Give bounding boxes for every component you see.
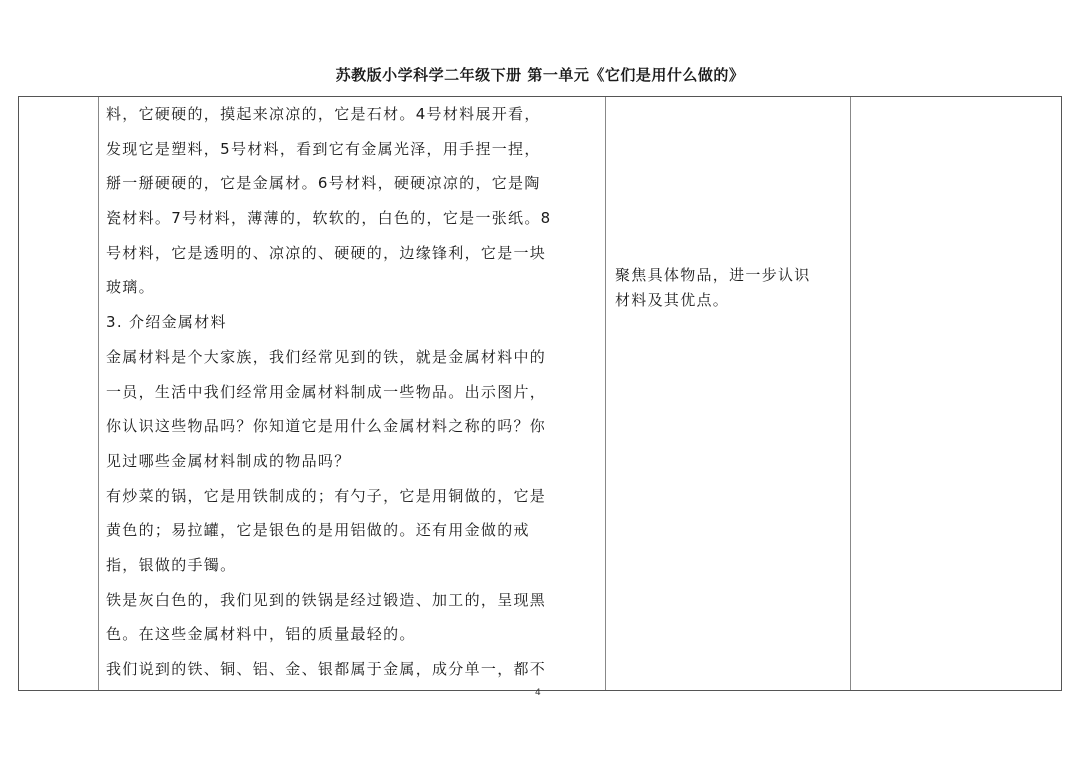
text-line: 号材料，它是透明的、凉凉的、硬硬的，边缘锋利，它是一块 [106,243,547,262]
text-line: 掰一掰硬硬的，它是金属材。6号材料，硬硬凉凉的，它是陶 [106,174,541,193]
design-intent-line: 聚焦具体物品，进一步认识 [615,266,811,284]
page-number: 4 [535,688,541,698]
text-line: 金属材料是个大家族，我们经常见到的铁，就是金属材料中的 [106,347,547,366]
table-column-teaching-process [99,97,606,690]
design-intent-line: 材料及其优点。 [615,291,730,309]
text-line: 指，银做的手镯。 [106,555,237,574]
text-line: 色。在这些金属材料中，铝的质量最轻的。 [106,625,416,644]
page-header-title: 苏教版小学科学二年级下册 第一单元《它们是用什么做的》 [335,66,745,84]
text-line: 3. 介绍金属材料 [106,313,227,332]
text-line: 料，它硬硬的，摸起来凉凉的，它是石材。4号材料展开看， [106,105,541,123]
text-line: 铁是灰白色的，我们见到的铁锅是经过锻造、加工的，呈现黑 [106,590,547,609]
text-line: 有炒菜的锅，它是用铁制成的；有勺子，它是用铜做的，它是 [106,486,547,505]
text-line: 发现它是塑料，5号材料，看到它有金属光泽，用手捏一捏， [106,139,541,158]
text-line: 我们说到的铁、铜、铝、金、银都属于金属，成分单一，都不 [106,660,547,678]
text-line: 见过哪些金属材料制成的物品吗？ [106,451,351,470]
text-line: 黄色的；易拉罐，它是银色的是用铝做的。还有用金做的戒 [106,521,530,540]
table-column-design-intent [606,97,851,690]
lesson-table [18,96,1062,691]
table-column-reflection [851,97,1061,690]
table-column-stage [19,97,99,690]
text-line: 瓷材料。7号材料，薄薄的，软软的，白色的，它是一张纸。8 [106,209,552,228]
design-intent-note [615,263,841,313]
text-line: 玻璃。 [106,278,155,297]
text-line: 一员，生活中我们经常用金属材料制成一些物品。出示图片， [106,382,547,401]
teaching-process-text [99,97,605,687]
text-line: 你认识这些物品吗？你知道它是用什么金属材料之称的吗？你 [106,417,547,436]
